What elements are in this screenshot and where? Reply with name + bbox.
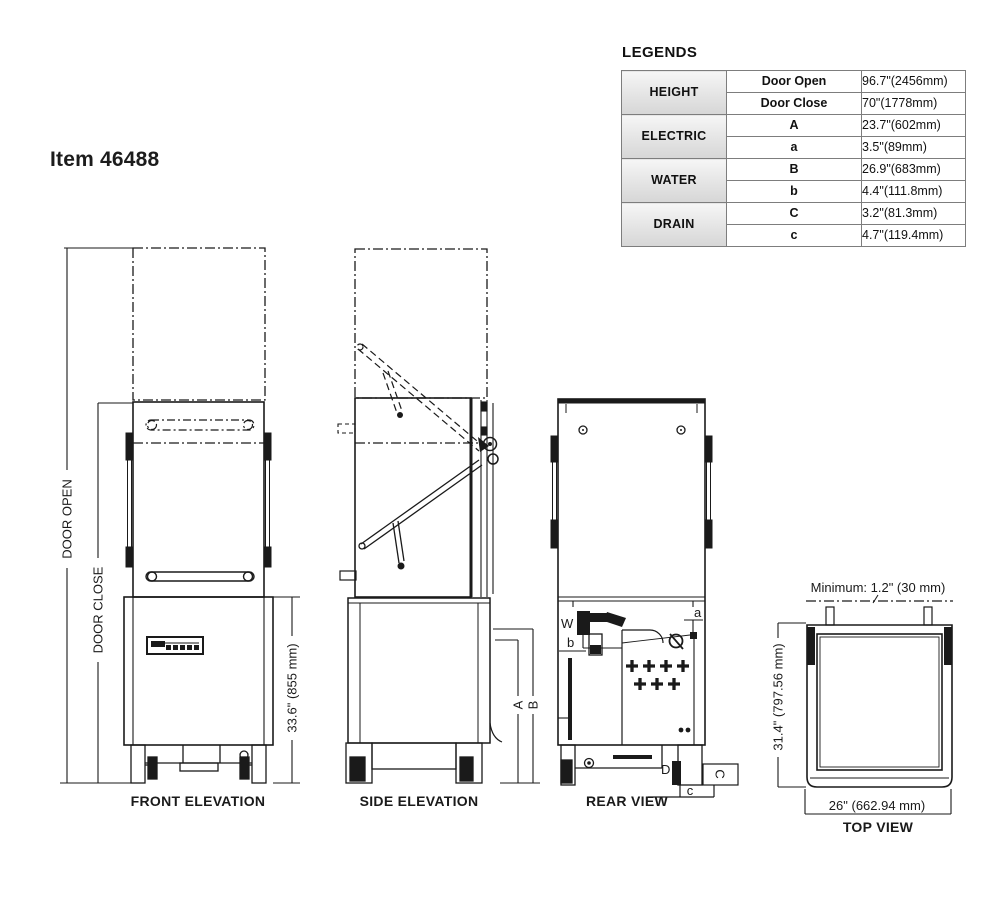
rear-top-panel bbox=[566, 404, 697, 434]
legend-category-drain: DRAIN bbox=[622, 203, 727, 247]
top-view-caption: TOP VIEW bbox=[842, 819, 914, 835]
rear-water-label: W bbox=[561, 616, 574, 631]
page-title: Item 46488 bbox=[50, 148, 160, 171]
side-label-A: A bbox=[510, 700, 526, 710]
front-legs bbox=[131, 745, 266, 783]
front-handle-closed bbox=[146, 572, 254, 581]
front-base-cabinet bbox=[124, 597, 273, 745]
top-depth-label: 31.4" (797.56 mm) bbox=[770, 643, 786, 751]
rear-electric-entry bbox=[622, 620, 703, 649]
legend-label: Door Open bbox=[727, 71, 862, 93]
front-handle-raised bbox=[146, 420, 254, 430]
legend-value: 4.4"(111.8mm) bbox=[862, 181, 966, 203]
legend-value: 26.9"(683mm) bbox=[862, 159, 966, 181]
side-arm-closed bbox=[359, 460, 482, 563]
front-door-open-outline bbox=[133, 248, 265, 400]
front-control-panel bbox=[147, 637, 203, 654]
legend-label: B bbox=[727, 159, 862, 181]
front-lift-rails bbox=[126, 433, 271, 567]
side-elevation-view bbox=[338, 249, 541, 809]
rear-mounting-crosses bbox=[626, 660, 689, 690]
top-post-left bbox=[826, 607, 834, 625]
rear-body bbox=[558, 399, 705, 745]
rear-water-inlet bbox=[577, 611, 626, 655]
rear-electric-offset-label: a bbox=[694, 605, 702, 620]
top-width-label: 26" (662.94 mm) bbox=[828, 798, 926, 813]
side-stub-hidden bbox=[338, 424, 355, 433]
legend-category-electric: ELECTRIC bbox=[622, 115, 727, 159]
top-outer-frame bbox=[807, 625, 952, 787]
side-legs bbox=[346, 743, 482, 783]
legend-label: c bbox=[727, 225, 862, 247]
rear-drain-height-label: C bbox=[712, 769, 728, 779]
legend-value: 3.5"(89mm) bbox=[862, 137, 966, 159]
legend-value: 4.7"(119.4mm) bbox=[862, 225, 966, 247]
front-elevation-caption: FRONT ELEVATION bbox=[130, 793, 266, 809]
top-inner-frame bbox=[817, 634, 942, 770]
rear-view bbox=[551, 399, 738, 809]
top-post-right bbox=[924, 607, 932, 625]
side-dim-electric-A bbox=[495, 640, 518, 783]
side-main-body bbox=[355, 398, 471, 597]
legend-label: C bbox=[727, 203, 862, 225]
legend-value: 23.7"(602mm) bbox=[862, 115, 966, 137]
rear-drain-label: D bbox=[661, 762, 671, 777]
front-door-close-label: DOOR CLOSE bbox=[90, 566, 106, 654]
legend-label: Door Close bbox=[727, 93, 862, 115]
front-door-open-label: DOOR OPEN bbox=[59, 479, 75, 559]
top-clearance-note: Minimum: 1.2" (30 mm) bbox=[810, 580, 946, 595]
legend-label: b bbox=[727, 181, 862, 203]
legend-value: 96.7"(2456mm) bbox=[862, 71, 966, 93]
side-base bbox=[348, 598, 502, 743]
side-door-panel bbox=[481, 400, 493, 597]
legend-value: 3.2"(81.3mm) bbox=[862, 203, 966, 225]
side-label-B: B bbox=[525, 700, 541, 710]
top-view bbox=[771, 580, 953, 835]
side-elevation-caption: SIDE ELEVATION bbox=[359, 793, 479, 809]
legend-category-height: HEIGHT bbox=[622, 71, 727, 115]
rear-water-offset-label: b bbox=[567, 635, 575, 650]
legend-label: a bbox=[727, 137, 862, 159]
side-stub bbox=[340, 571, 356, 580]
rear-drain-offset-label: c bbox=[686, 783, 694, 798]
rear-view-caption: REAR VIEW bbox=[585, 793, 669, 809]
legend-label: A bbox=[727, 115, 862, 137]
legends-heading: LEGENDS bbox=[622, 44, 698, 61]
front-elevation-view bbox=[60, 248, 300, 809]
front-hood-body bbox=[133, 402, 264, 597]
legend-category-water: WATER bbox=[622, 159, 727, 203]
top-clearance-leader bbox=[873, 595, 878, 603]
side-door-open-outline bbox=[355, 249, 487, 398]
legend-value: 70"(1778mm) bbox=[862, 93, 966, 115]
rear-lift-rails bbox=[551, 436, 712, 548]
front-base-height-label: 33.6" (855 mm) bbox=[284, 643, 300, 733]
